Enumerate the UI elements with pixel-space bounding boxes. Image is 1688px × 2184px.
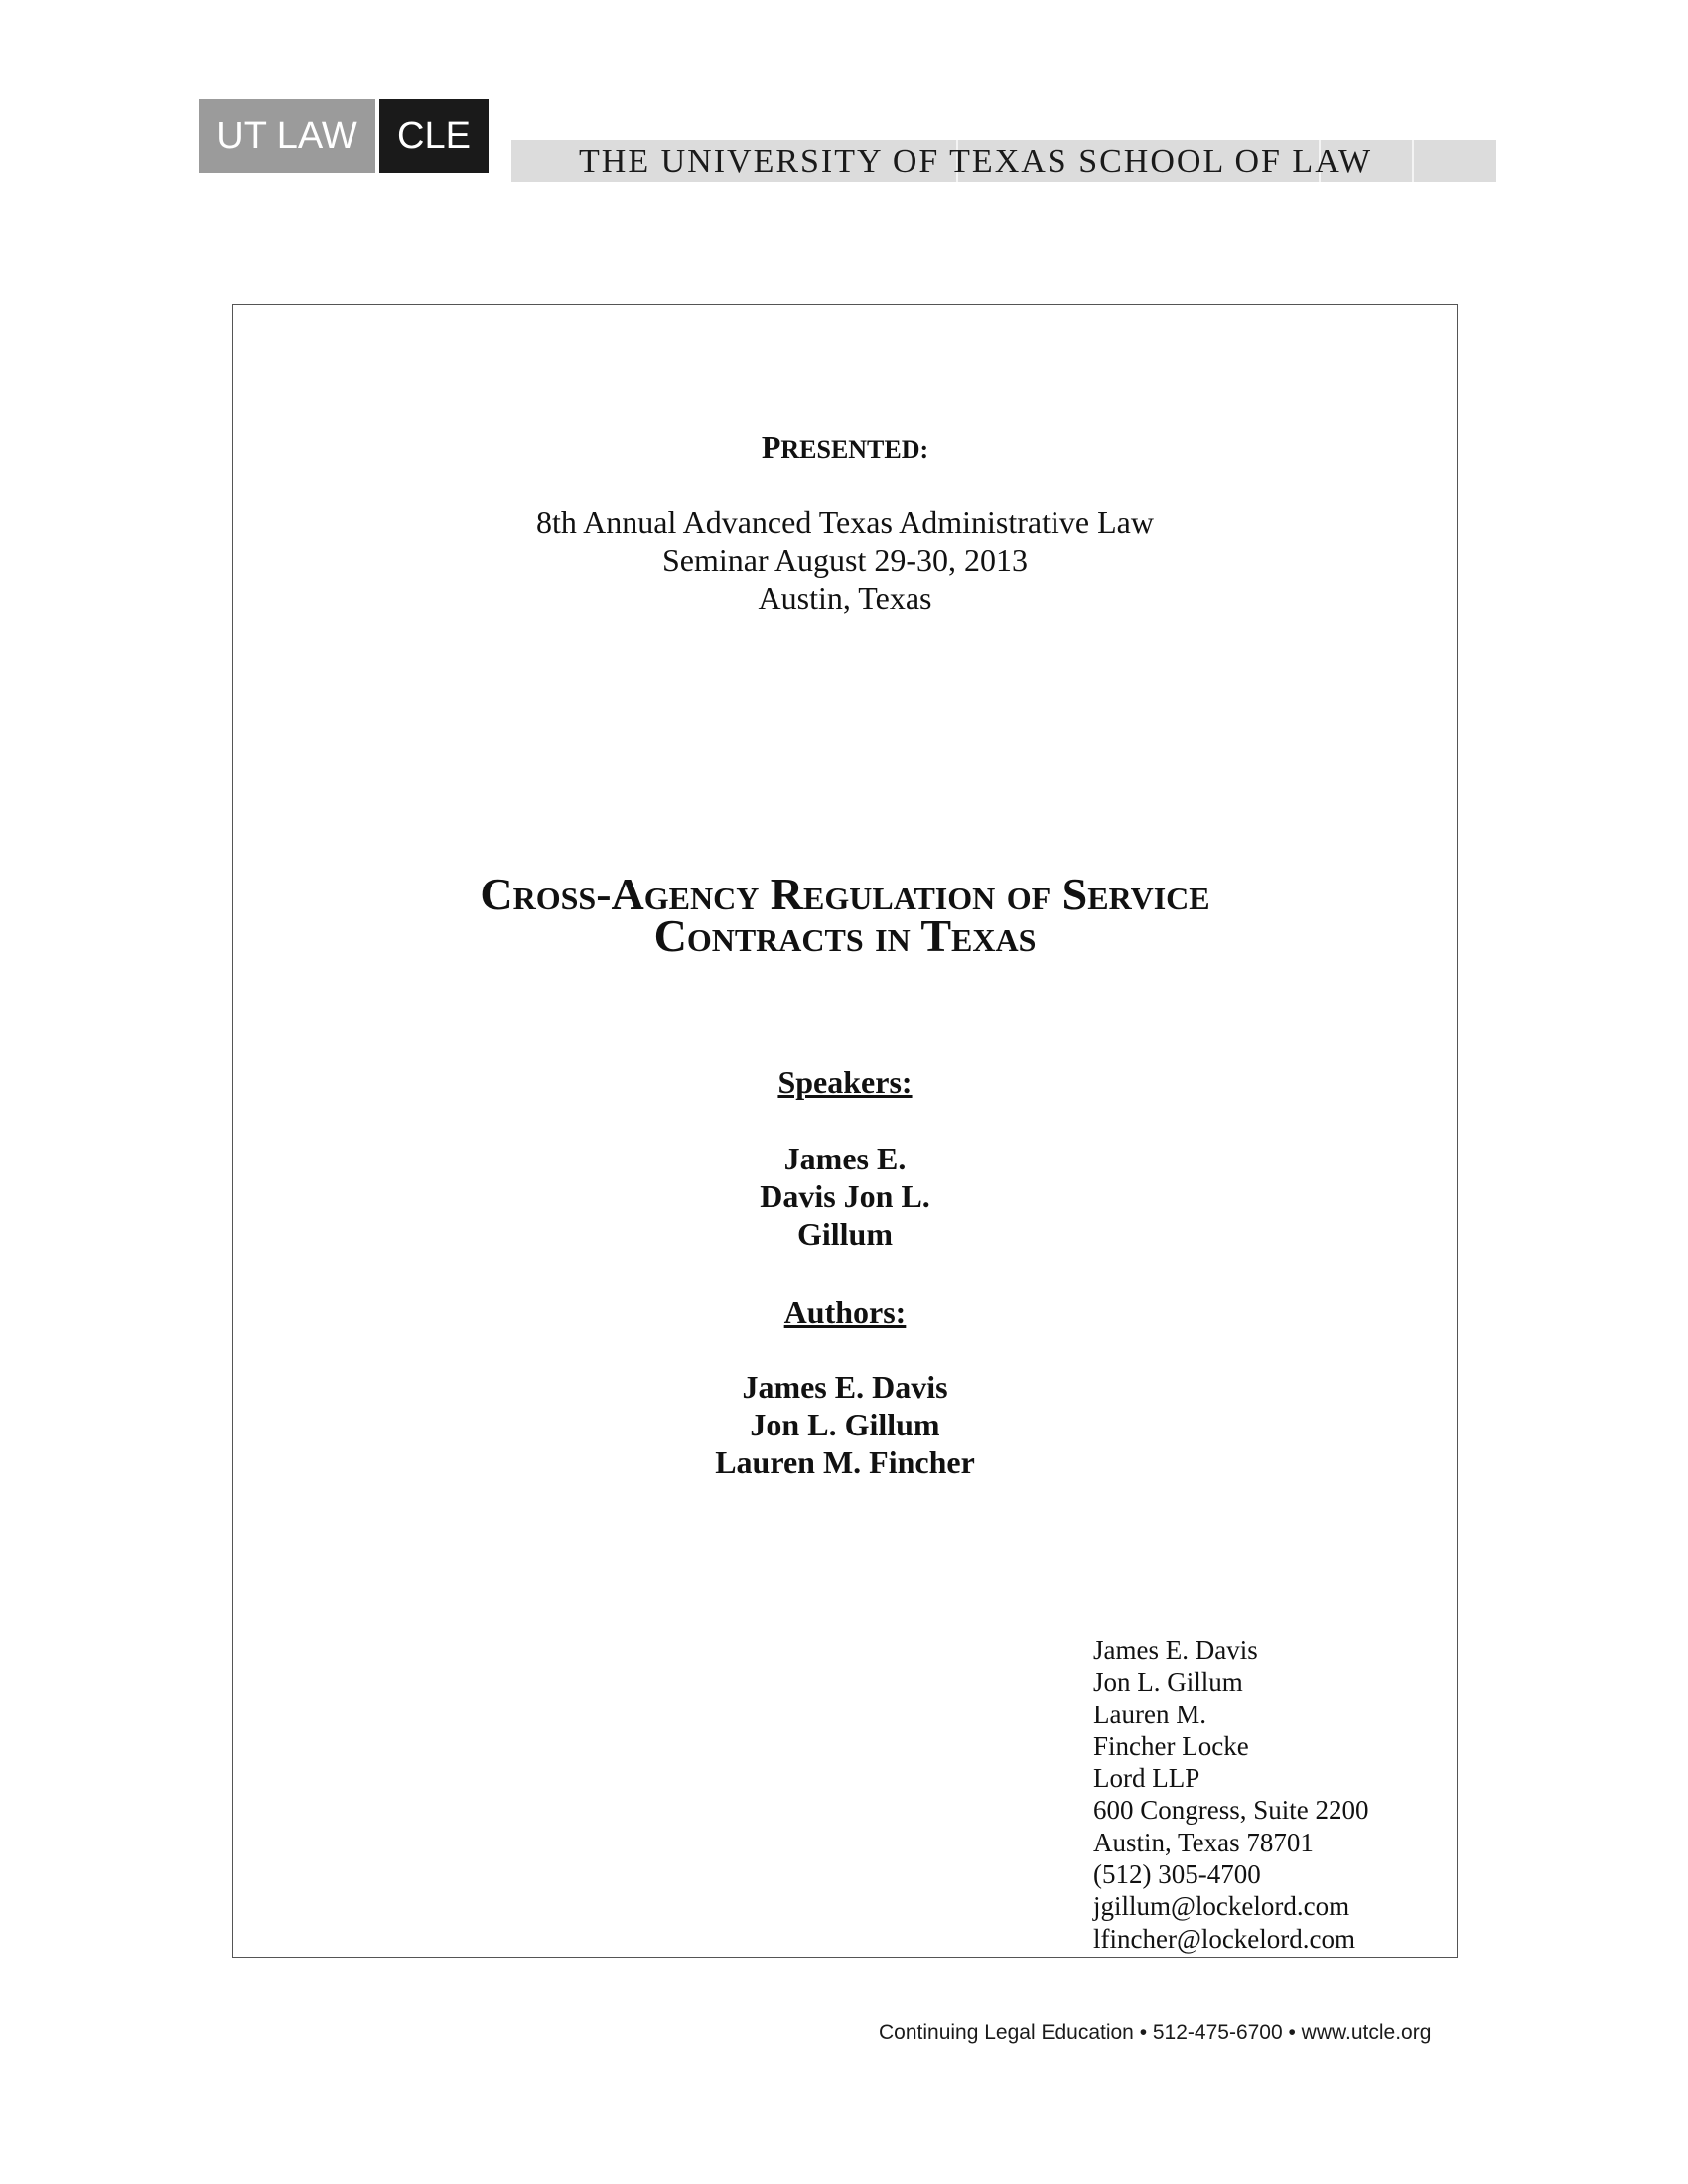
speakers-list <box>232 1140 1458 1253</box>
contact-line: Lauren M. <box>1093 1699 1206 1729</box>
author-line: Jon L. Gillum <box>750 1407 940 1442</box>
speaker-line: Gillum <box>796 1216 893 1252</box>
presented-label-rest: RESENTED: <box>780 435 929 464</box>
ut-law-cle-logo <box>199 99 489 173</box>
seminar-dates: Seminar August 29-30, 2013 <box>662 542 1028 578</box>
speaker-line: James E. <box>783 1141 907 1176</box>
contact-line: James E. Davis <box>1093 1635 1258 1665</box>
seminar-info <box>232 503 1458 616</box>
footer-text: Continuing Legal Education • 512-475-6700 • www.utcle.org <box>879 2021 1432 2044</box>
author-line: Lauren M. Fincher <box>715 1444 975 1480</box>
contact-email: jgillum@lockelord.com <box>1093 1891 1350 1922</box>
seminar-location: Austin, Texas <box>758 580 932 615</box>
authors-heading: Authors: <box>783 1295 907 1330</box>
contact-block <box>1093 1634 1369 1955</box>
contact-city: Austin, Texas 78701 <box>1093 1827 1314 1857</box>
paper-title-line: Contracts in Texas <box>653 910 1037 961</box>
contact-line: Lord LLP <box>1093 1763 1200 1794</box>
school-name: THE UNIVERSITY OF TEXAS SCHOOL OF LAW <box>579 143 1373 180</box>
school-bar-divider <box>1412 140 1414 182</box>
contact-address: 600 Congress, Suite 2200 <box>1093 1795 1369 1826</box>
presented-label-initial: P <box>761 429 781 465</box>
paper-title-line: Cross-Agency Regulation of Service <box>480 869 1210 919</box>
author-line: James E. Davis <box>742 1369 948 1405</box>
contact-email: lfincher@lockelord.com <box>1093 1923 1356 1954</box>
logo-cle: CLE <box>379 99 489 173</box>
contact-phone: (512) 305-4700 <box>1093 1859 1261 1890</box>
presented-label <box>232 427 1458 470</box>
seminar-name: 8th Annual Advanced Texas Administrative Law <box>536 504 1154 540</box>
authors-list <box>232 1368 1458 1481</box>
logo-ut-law: UT LAW <box>199 99 375 173</box>
contact-line: Fincher Locke <box>1093 1730 1249 1761</box>
paper-title <box>232 869 1458 961</box>
speaker-line: Davis Jon L. <box>760 1178 930 1214</box>
speakers-heading: Speakers: <box>777 1064 913 1100</box>
contact-line: Jon L. Gillum <box>1093 1667 1243 1698</box>
